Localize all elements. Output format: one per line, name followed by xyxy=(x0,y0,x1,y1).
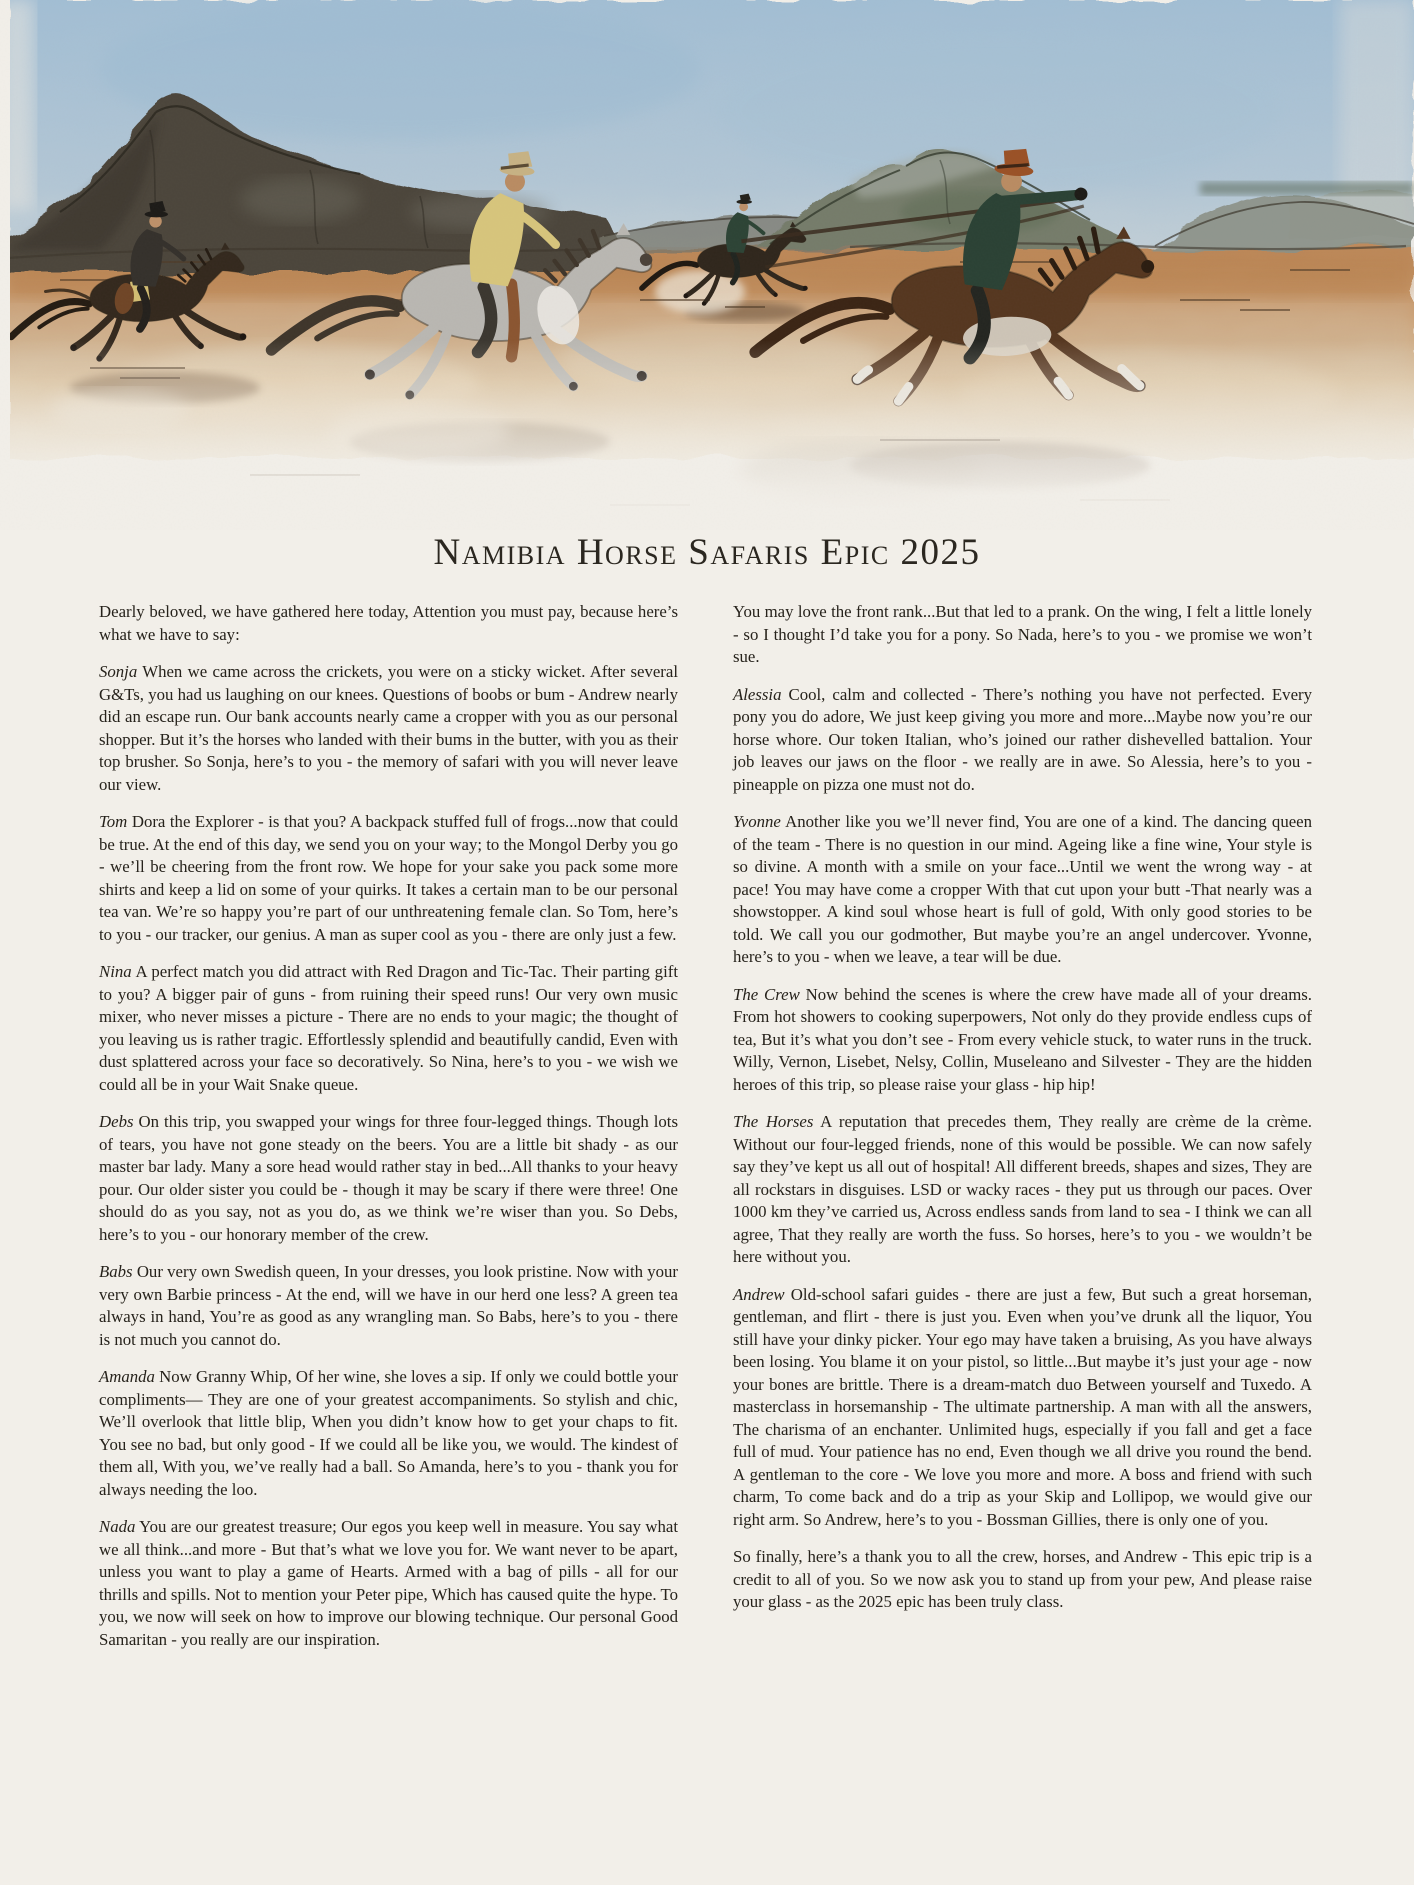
person-name: Nina xyxy=(99,962,132,981)
person-name: Amanda xyxy=(99,1367,155,1386)
paper-grain-texture xyxy=(0,0,1414,530)
poem-paragraph: The Crew Now behind the scenes is where the crew have made all of your dreams. From hot showers to cooking superpowers, Not only do they provide endless cups of tea, But it’s what you don’t see - From every vehicle stuck, to water runs in the truck. Willy, Vernon, Lisebet, Nelsy, Collin, Museleano and Silvester - They are the hidden heroes of this trip, so please raise your glass - hip hip! xyxy=(733,984,1312,1094)
person-name: Andrew xyxy=(733,1284,785,1304)
column-left xyxy=(99,601,678,1651)
person-name: The Crew xyxy=(733,984,800,1004)
poem-paragraph: Babs Our very own Swedish queen, In your dresses, you look pristine. Now with your very own Barbie princess - At the end, will we have in our herd one less? A green tea always in hand, You’re as good as any wrangling man. So Babs, here’s to you - there is not much you cannot do. xyxy=(99,1262,679,1349)
person-name: Tom xyxy=(99,812,128,831)
person-name: Debs xyxy=(99,1112,134,1131)
poem-paragraph: Nina A perfect match you did attract with Red Dragon and Tic-Tac. Their parting gift to you? A bigger pair of guns - from ruining their speed runs! Our very own music mixer, who never misses a picture - There are no ends to your magic; the thought of you leaving us is rather tragic. Effortlessly splendid and beautifully candid, Even with dust splattered across your face so decoratively. So Nina, here’s to you - we wish we could all be in your Wait Snake queue. xyxy=(99,962,678,1094)
poem-paragraph: Nada You are our greatest treasure; Our egos you keep well in measure. You say what we all think...and more - But that’s what we love you for. We want never to be apart, unless you want to play a game of Hearts. Armed with a bag of pills - all for our thrills and spills. Not to mention your Peter pipe, Which has caused quite the hype. To you, we now will seek on how to improve our blowing technique. Our personal Good Samaritan - you really are our inspiration. xyxy=(99,1517,678,1649)
person-name: Alessia xyxy=(733,684,782,704)
person-name: Nada xyxy=(99,1517,136,1536)
person-name: The Horses xyxy=(733,1112,814,1131)
poem-paragraph: Dearly beloved, we have gathered here today, Attention you must pay, because here’s what we have to say: xyxy=(99,602,678,644)
poem-paragraph: Debs On this trip, you swapped your wings for three four-legged things. Though lots of tears, you have not gone steady on the beers. You are a little bit shady - as our master bar lady. Many a sore head would rather stay in bed...All thanks to your heavy pour. Our older sister you could be - though it may be scary if there were three! One should do as you say, not as you do, as we think we’re wiser than you. So Debs, here’s to you - our honorary member of the crew. xyxy=(99,1112,678,1244)
person-name: Sonja xyxy=(99,662,138,681)
poem-paragraph: You may love the front rank...But that led to a prank. On the wing, I felt a little lonely - so I thought I’d take you for a pony. So Nada, here’s to you - we promise we won’t sue. xyxy=(733,602,1312,666)
poem-paragraph: Tom Dora the Explorer - is that you? A backpack stuffed full of frogs...now that could be true. At the end of this day, we send you on your way; to the Mongol Derby you go - we’ll be cheering from the front row. We hope for your sake you pack some more shirts and keep a lid on some of your quirks. It takes a certain man to be our personal tea van. We’re so happy you’re part of our unthreatening female clan. So Tom, here’s to you - our tracker, our genius. A man as super cool as you - there are only just a few. xyxy=(99,812,678,944)
column-right xyxy=(733,601,1312,1651)
poem-paragraph: Andrew Old-school safari guides - there are just a few, But such a great horseman, gentleman, and flirt - there is just you. Even when you’ve drunk all the liquor, You still have your dinky picker. Your ego may have taken a bruising, As you have always been losing. You blame it on your pistol, so little...But maybe it’s just your age - now your bones are brittle. There is a dream-match duo Between yourself and Tuxedo. A masterclass in horsemanship - The ultimate partnership. A man with all the answers, The charisma of an enchanter. Unlimited hugs, especially if you fall and get a face full of mud. Your patience has no end, Even though we all drive you round the bend. A gentleman to the core - We love you more and more. A boss and friend with such charm, To come back and do a trip as your Skip and Lollipop, we would give our right arm. So Andrew, here’s to you - Bossman Gillies, there is only one of you. xyxy=(733,1284,1312,1529)
poem-paragraph: The Horses A reputation that precedes them, They really are crème de la crème. Without our four-legged friends, none of this would be possible. We can now safely say they’ve kept us all out of hospital! All different breeds, shapes and sizes, They are all rockstars in disguises. LSD or wacky races - they put us through our paces. Over 1000 km they’ve carried us, Across endless sands from land to sea - I think we can all agree, That they really are worth the fuss. So horses, here’s to you - we wouldn’t be here without you. xyxy=(733,1112,1312,1266)
watercolor-illustration xyxy=(0,0,1414,530)
poem-paragraph: Alessia Cool, calm and collected - There’s nothing you have not perfected. Every pony you do adore, We just keep giving you more and more...Maybe now you’re our horse whore. Our token Italian, who’s joined our rather dishevelled battalion. Your job leaves our jaws on the floor - we really are in awe. So Alessia, here’s to you - pineapple on pizza one must not do. xyxy=(733,684,1312,794)
poem-paragraph: So finally, here’s a thank you to all the crew, horses, and Andrew - This epic trip is a credit to all of you. So we now ask you to stand up from your pew, And please raise your glass - as the 2025 epic has been truly class. xyxy=(733,1547,1312,1611)
poem-paragraph: Yvonne Another like you we’ll never find, You are one of a kind. The dancing queen of the team - There is no question in our mind. Ageing like a fine wine, Your style is so divine. A month with a smile on your face...Until we went the wrong way - at pace! You may have come a cropper With that cut upon your butt -That nearly was a showstopper. A kind soul whose heart is full of gold, With only good stories to be told. We call you our godmother, But maybe you’re an angel undercover. Yvonne, here’s to you - when we leave, a tear will be due. xyxy=(733,812,1312,966)
person-name: Babs xyxy=(99,1262,133,1281)
page-title: Namibia Horse Safaris Epic 2025 xyxy=(433,532,981,573)
person-name: Yvonne xyxy=(733,812,781,831)
poem-paragraph: Sonja When we came across the crickets, you were on a sticky wicket. After several G&Ts, you had us laughing on our knees. Questions of boobs or bum - Andrew nearly did an escape run. Our bank accounts nearly came a cropper with you as our personal shopper. But it’s the horses who landed with their bums in the butter, with you as their top brusher. So Sonja, here’s to you - the memory of safari with you will never leave our view. xyxy=(99,662,678,794)
poem-paragraph: Amanda Now Granny Whip, Of her wine, she loves a sip. If only we could bottle your compliments— They are one of your greatest accompaniments. So stylish and chic, We’ll overlook that little blip, When you didn’t know how to get your chaps to fit. You see no bad, but only good - If we could all be like you, we would. The kindest of them all, With you, we’ve really had a ball. So Amanda, here’s to you - thank you for always needing the loo. xyxy=(99,1367,679,1499)
text-columns xyxy=(99,601,1312,1651)
